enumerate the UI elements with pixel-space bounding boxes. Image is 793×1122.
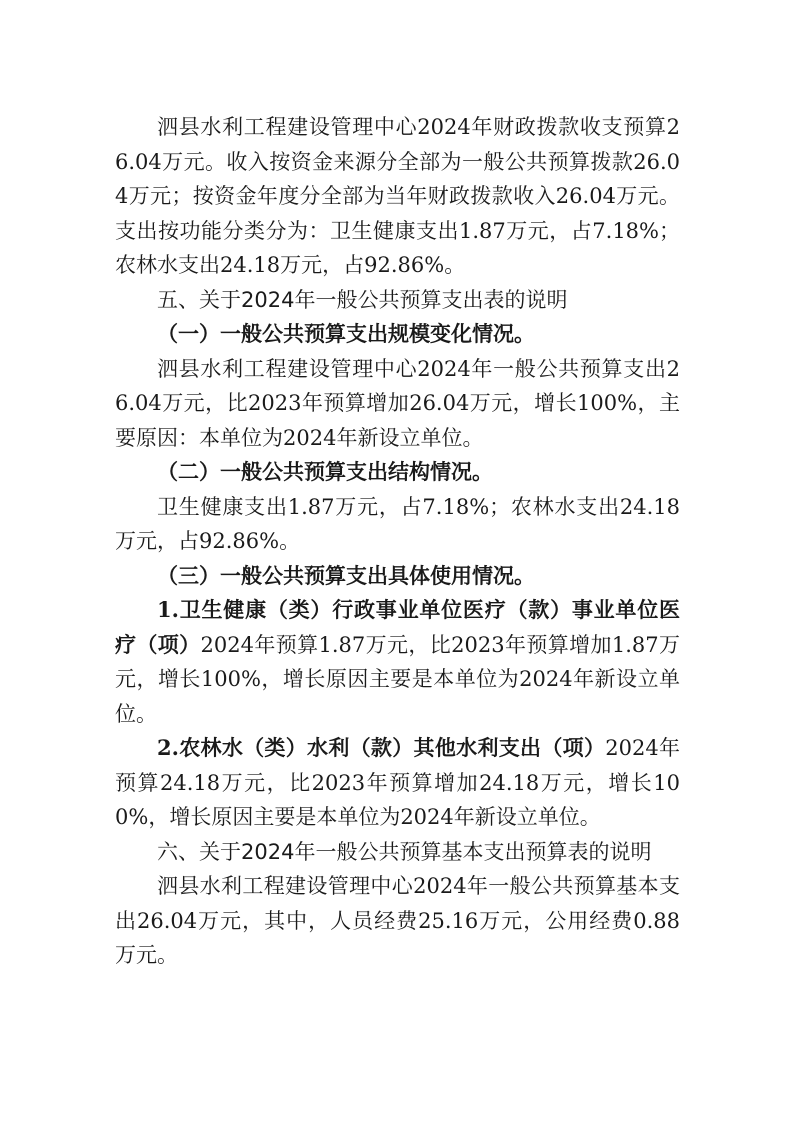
- subsection-heading-structure: （二）一般公共预算支出结构情况。: [157, 459, 493, 484]
- paragraph-item-health: [115, 593, 680, 731]
- paragraph-revenue-summary: 泗县水利工程建设管理中心2024年财政拨款收支预算26.04万元。收入按资金来源分全部为一般公共预算拨款26.04万元；按资金年度分全部为当年财政拨款收入26.04万元。支出按功能分类分为：卫生健康支出1.87万元，占7.18%；农林水支出24.18万元，占92.86%。: [115, 115, 680, 277]
- section-heading-5: 五、关于2024年一般公共预算支出表的说明: [157, 287, 568, 312]
- item-water-body: 2024年预算24.18万元，比2023年预算增加24.18万元，增长100%，增长原因主要是本单位为2024年新设立单位。: [115, 736, 680, 829]
- subsection-heading-scale: （一）一般公共预算支出规模变化情况。: [157, 321, 535, 346]
- paragraph-scale-change: 泗县水利工程建设管理中心2024年一般公共预算支出26.04万元，比2023年预算增加26.04万元，增长100%，主要原因：本单位为2024年新设立单位。: [115, 356, 680, 450]
- paragraph-item-water: [115, 731, 680, 835]
- subsection-heading-usage: （三）一般公共预算支出具体使用情况。: [157, 562, 535, 588]
- section-heading-6: 六、关于2024年一般公共预算基本支出预算表的说明: [157, 839, 652, 864]
- item-health-body: 2024年预算1.87万元，比2023年预算增加1.87万元，增长100%，增长原因主要是本单位为2024年新设立单位。: [115, 632, 681, 726]
- item-health-title: 1.卫生健康（类）行政事业单位医疗（款）事业单位医疗（项）: [115, 597, 680, 657]
- document-page: [115, 110, 680, 973]
- item-water-title: 2.农林水（类）水利（款）其他水利支出（项）: [157, 735, 606, 760]
- paragraph-structure: 卫生健康支出1.87万元，占7.18%；农林水支出24.18万元，占92.86%。: [115, 494, 680, 553]
- paragraph-basic-expenditure: 泗县水利工程建设管理中心2024年一般公共预算基本支出26.04万元，其中，人员经费25.16万元，公用经费0.88万元。: [115, 874, 680, 967]
